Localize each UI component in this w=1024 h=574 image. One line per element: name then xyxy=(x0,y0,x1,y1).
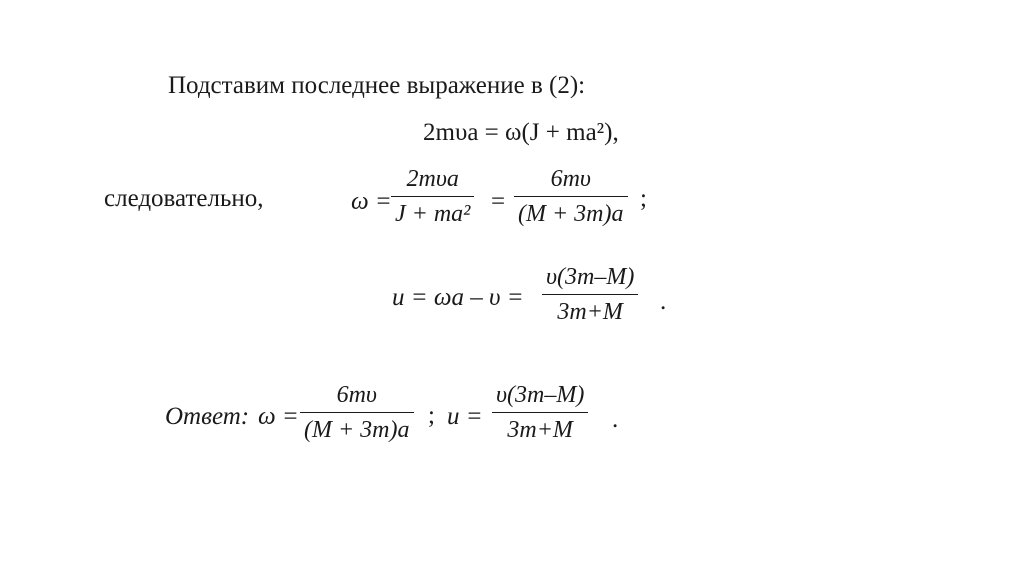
fraction-denominator: (M + 3m)a xyxy=(518,201,624,227)
answer-period: . xyxy=(612,406,619,433)
answer-label: Ответ: xyxy=(165,403,250,430)
omega-fraction-1 xyxy=(391,167,474,226)
fraction-denominator: J + ma² xyxy=(395,201,471,227)
fraction-numerator: 6mυ xyxy=(336,382,377,408)
equation-momentum: 2mυa = ω(J + ma²), xyxy=(423,119,619,146)
u-lhs: u = ωa – υ = xyxy=(392,284,524,311)
intro-text: Подставим последнее выражение в (2): xyxy=(168,72,586,99)
fraction-denominator: (M + 3m)a xyxy=(304,417,410,443)
equals-sign: = xyxy=(491,188,506,215)
fraction-numerator: υ(3m–M) xyxy=(546,264,635,290)
u-fraction xyxy=(542,265,638,324)
answer-u-lhs: u = xyxy=(447,403,483,430)
semicolon: ; xyxy=(640,185,647,212)
fraction-numerator: 6mυ xyxy=(550,166,591,192)
answer-u-fraction xyxy=(492,383,588,442)
period: . xyxy=(660,288,667,315)
omega-fraction-2 xyxy=(514,167,628,226)
answer-omega-fraction xyxy=(300,383,414,442)
answer-separator: ; xyxy=(428,402,435,429)
fraction-denominator: 3m+M xyxy=(507,417,573,443)
answer-omega-lhs: ω = xyxy=(258,403,299,430)
conclusion-word: следовательно, xyxy=(104,185,264,212)
fraction-numerator: 2mυa xyxy=(406,166,459,192)
fraction-numerator: υ(3m–M) xyxy=(496,382,585,408)
fraction-denominator: 3m+M xyxy=(557,299,623,325)
omega-lhs: ω = xyxy=(351,188,392,215)
